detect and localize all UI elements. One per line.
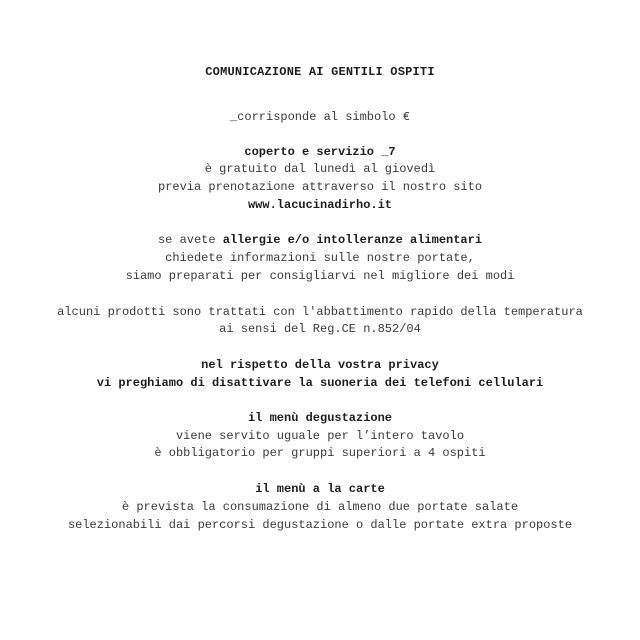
- a-la-carte-line: selezionabili dai percorsi degustazione o dalle portate extra proposte: [67, 518, 573, 532]
- tasting-menu-line: viene servito uguale per l’intero tavolo: [175, 429, 465, 443]
- cover-charge-heading: coperto e servizio _7: [244, 145, 396, 159]
- privacy-line: nel rispetto della vostra privacy: [201, 358, 439, 372]
- blast-chilling-line: ai sensi del Reg.CE n.852/04: [219, 322, 421, 336]
- a-la-carte-line: è prevista la consumazione di almeno due portate salate: [121, 500, 519, 514]
- currency-note: _corrisponde al simbolo €: [229, 110, 411, 124]
- allergies-line: siamo preparati per consigliarvi nel migliore dei modi: [125, 269, 515, 283]
- blast-chilling-line: alcuni prodotti sono trattati con l'abbattimento rapido della temperatura: [57, 305, 583, 319]
- website-link: www.lacucinadirho.it: [247, 198, 393, 212]
- a-la-carte-heading: il menù a la carte: [255, 482, 385, 496]
- allergies-prefix: se avete: [157, 233, 223, 247]
- allergies-highlight: allergie e/o intolleranze alimentari: [222, 233, 483, 247]
- allergies-heading: [0, 231, 640, 249]
- allergies-line: chiedete informazioni sulle nostre portate,: [165, 251, 475, 265]
- cover-charge-line: previa prenotazione attraverso il nostro sito: [157, 180, 483, 194]
- tasting-menu-line: è obbligatorio per gruppi superiori a 4 ospiti: [154, 446, 486, 460]
- privacy-line: vi preghiamo di disattivare la suoneria dei telefoni cellulari: [96, 376, 544, 390]
- tasting-menu-heading: il menù degustazione: [247, 411, 393, 425]
- cover-charge-line: è gratuito dal lunedì al giovedì: [204, 162, 436, 176]
- notice-title: COMUNICAZIONE AI GENTILI OSPITI: [205, 65, 435, 79]
